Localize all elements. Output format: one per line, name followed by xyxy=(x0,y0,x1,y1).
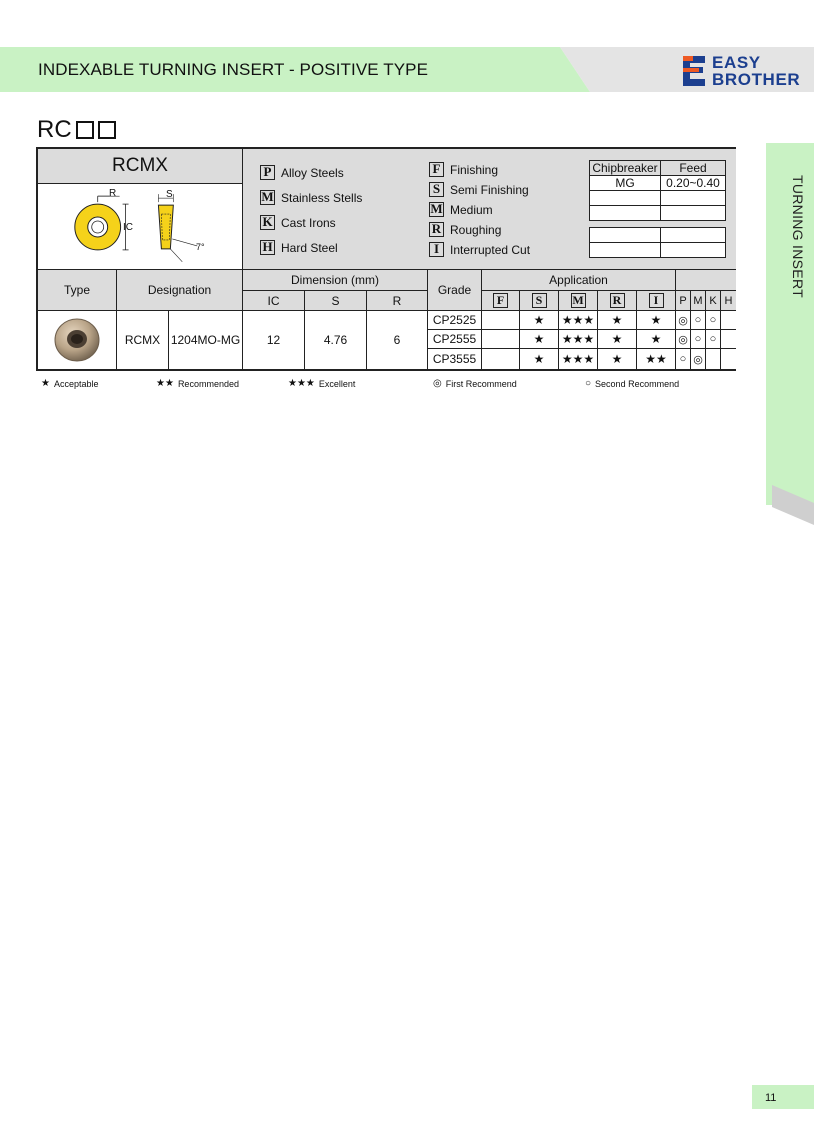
brand-logo xyxy=(679,52,811,90)
star-icon: ★ xyxy=(41,378,50,389)
material-k xyxy=(260,215,336,230)
col-header-type: Type xyxy=(38,270,117,311)
app-f-rating xyxy=(482,349,520,369)
page-number: 11 xyxy=(765,1092,777,1104)
operation-f xyxy=(429,162,498,177)
col-header-r: R xyxy=(367,291,428,311)
page-number-tab xyxy=(752,1085,814,1109)
app-i-rating: ★ xyxy=(637,311,676,330)
app-r-rating: ★ xyxy=(598,349,637,369)
material-label: Stainless Stells xyxy=(281,190,363,205)
app-header-s: S xyxy=(520,291,559,311)
operation-letter: F xyxy=(429,162,444,177)
grade-cell: CP3555 xyxy=(428,349,482,369)
material-label: Cast Irons xyxy=(281,215,336,230)
page-title: INDEXABLE TURNING INSERT - POSITIVE TYPE xyxy=(38,60,429,79)
col-header-designation: Designation xyxy=(117,270,243,311)
mat-h-mark xyxy=(721,330,736,349)
dimension-ic-value: 12 xyxy=(243,311,305,369)
app-f-rating xyxy=(482,330,520,349)
operation-label: Roughing xyxy=(450,222,502,237)
col-header-material-group xyxy=(676,270,736,291)
chipbreaker-empty-cell xyxy=(589,227,661,243)
mat-k-mark xyxy=(706,349,721,369)
footnote-first-recommend: ◎ First Recommend xyxy=(433,378,517,389)
col-header-application: Application xyxy=(482,270,676,291)
app-header-r: R xyxy=(598,291,637,311)
mat-k-mark: ○ xyxy=(706,311,721,330)
grade-cell: CP2555 xyxy=(428,330,482,349)
dimension-s-value: 4.76 xyxy=(305,311,367,369)
mat-header-h: H xyxy=(721,291,736,311)
section-title-text: RC xyxy=(37,116,72,143)
app-r-rating: ★ xyxy=(598,330,637,349)
operation-letter: M xyxy=(430,201,443,216)
dimension-r-value: 6 xyxy=(367,311,428,369)
insert-name: RCMX xyxy=(38,149,243,184)
logo-text-easy: EASY xyxy=(712,53,761,72)
placeholder-square-icon xyxy=(98,121,116,139)
col-header-s: S xyxy=(305,291,367,311)
operation-label: Interrupted Cut xyxy=(450,242,531,257)
operation-label: Semi Finishing xyxy=(450,182,529,197)
footnote-acceptable: ★ Acceptable xyxy=(41,378,99,389)
insert-photo-cell xyxy=(38,311,117,369)
operation-m xyxy=(429,202,493,217)
insert-diagram-cell xyxy=(38,184,243,270)
app-header-m: M xyxy=(559,291,598,311)
brand-logo-icon xyxy=(679,54,707,88)
mat-m-mark: ◎ xyxy=(691,349,706,369)
material-p xyxy=(260,165,344,180)
material-h xyxy=(260,240,338,255)
mat-k-mark: ○ xyxy=(706,330,721,349)
app-m-rating: ★★★ xyxy=(559,330,598,349)
diagram-label-s: S xyxy=(166,189,173,200)
operation-r xyxy=(429,222,501,237)
mat-m-mark: ○ xyxy=(691,330,706,349)
operation-label: Medium xyxy=(450,202,493,217)
footnote-second-recommend: ○ Second Recommend xyxy=(585,378,680,389)
feed-header: Feed xyxy=(660,160,726,176)
designation-prefix: RCMX xyxy=(117,311,169,369)
app-i-rating: ★ xyxy=(637,330,676,349)
col-header-grade: Grade xyxy=(428,270,482,311)
operation-s xyxy=(429,182,529,197)
logo-text-brother: BROTHER xyxy=(712,70,801,89)
placeholder-square-icon xyxy=(76,121,94,139)
app-s-rating: ★ xyxy=(520,330,559,349)
app-f-rating xyxy=(482,311,520,330)
side-tab-label: TURNING INSERT xyxy=(790,175,806,298)
app-s-rating: ★ xyxy=(520,349,559,369)
insert-diagram xyxy=(38,184,242,270)
chipbreaker-header: Chipbreaker xyxy=(589,160,661,176)
chipbreaker-value: MG xyxy=(589,175,661,191)
operation-i xyxy=(429,242,530,257)
operation-letter: R xyxy=(429,222,444,237)
chipbreaker-empty-cell xyxy=(589,205,661,221)
section-title xyxy=(37,116,116,144)
diagram-label-r: R xyxy=(109,188,117,199)
mat-m-mark: ○ xyxy=(691,311,706,330)
diagram-label-angle: 7° xyxy=(196,242,205,252)
mat-header-k: K xyxy=(706,291,721,311)
material-letter: P xyxy=(260,165,275,180)
designation-code: 1204MO-MG xyxy=(169,311,243,369)
double-circle-icon: ◎ xyxy=(433,378,442,389)
app-header-f: F xyxy=(482,291,520,311)
mat-h-mark xyxy=(721,311,736,330)
app-m-rating: ★★★ xyxy=(559,311,598,330)
app-m-rating: ★★★ xyxy=(559,349,598,369)
insert-photo xyxy=(52,315,102,365)
material-letter: M xyxy=(261,189,274,204)
material-letter: K xyxy=(260,215,275,230)
material-letter: H xyxy=(260,240,275,255)
col-header-ic: IC xyxy=(243,291,305,311)
insert-spec-table xyxy=(36,147,736,371)
app-r-rating: ★ xyxy=(598,311,637,330)
diagram-label-ic: IC xyxy=(123,222,133,233)
chipbreaker-empty-cell xyxy=(589,242,661,258)
feed-empty-cell xyxy=(660,190,726,206)
chipbreaker-empty-cell xyxy=(589,190,661,206)
star-icon: ★★★ xyxy=(288,378,315,389)
app-s-rating: ★ xyxy=(520,311,559,330)
operation-letter: S xyxy=(429,182,444,197)
mat-p-mark: ◎ xyxy=(676,330,691,349)
mat-header-m: M xyxy=(691,291,706,311)
operation-letter: I xyxy=(429,242,444,257)
operation-label: Finishing xyxy=(450,162,499,177)
app-i-rating: ★★ xyxy=(637,349,676,369)
feed-empty-cell xyxy=(660,227,726,243)
material-label: Alloy Steels xyxy=(281,165,344,180)
feed-value: 0.20~0.40 xyxy=(660,175,726,191)
circle-icon: ○ xyxy=(585,378,592,389)
mat-p-mark: ○ xyxy=(676,349,691,369)
col-header-dimension: Dimension (mm) xyxy=(243,270,428,291)
mat-p-mark: ◎ xyxy=(676,311,691,330)
feed-empty-cell xyxy=(660,205,726,221)
app-header-i: I xyxy=(637,291,676,311)
material-label: Hard Steel xyxy=(281,240,338,255)
footnote-excellent: ★★★ Excellent xyxy=(288,378,356,389)
mat-header-p: P xyxy=(676,291,691,311)
footnote-recommended: ★★ Recommended xyxy=(156,378,239,389)
feed-empty-cell xyxy=(660,242,726,258)
material-m xyxy=(260,190,362,205)
grade-cell: CP2525 xyxy=(428,311,482,330)
star-icon: ★★ xyxy=(156,378,174,389)
mat-h-mark xyxy=(721,349,736,369)
